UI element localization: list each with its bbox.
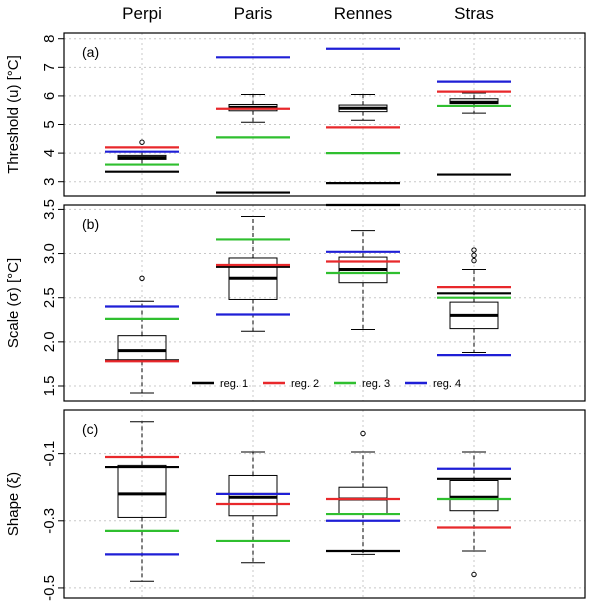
y-axis-title: Threshold (u) [°C] [5,55,22,174]
legend-label: reg. 1 [220,378,249,390]
y-tick-label: 3.0 [41,243,58,264]
panel-tag: (a) [82,44,100,60]
y-tick-label: -0.5 [41,574,58,601]
category-label-paris: Paris [233,4,273,23]
y-tick-label: -0.3 [41,507,58,534]
y-tick-label: 8 [41,34,58,43]
y-axis-title: Shape (ξ) [5,471,22,537]
y-tick-label: 2.0 [41,331,58,353]
y-axis-title: Scale (σ) [°C] [5,257,22,349]
y-tick-label: 3.5 [41,198,58,220]
panel-tag: (b) [82,216,100,232]
legend-label: reg. 4 [433,378,462,390]
category-label-stras: Stras [454,4,494,23]
y-tick-label: 3 [41,177,58,186]
panel-tag: (c) [82,421,99,437]
legend-label: reg. 3 [362,378,391,390]
y-tick-label: 5 [41,120,58,129]
category-label-perpi: Perpi [122,4,162,23]
y-tick-label: 4 [41,148,58,158]
legend-label: reg. 2 [291,378,320,390]
y-tick-label: 6 [41,91,58,101]
y-tick-label: 7 [41,63,58,72]
box-perpi [118,336,166,362]
y-tick-label: 2.5 [41,287,58,309]
y-tick-label: -0.1 [41,440,58,467]
y-tick-label: 1.5 [41,375,58,397]
category-label-rennes: Rennes [333,4,393,23]
